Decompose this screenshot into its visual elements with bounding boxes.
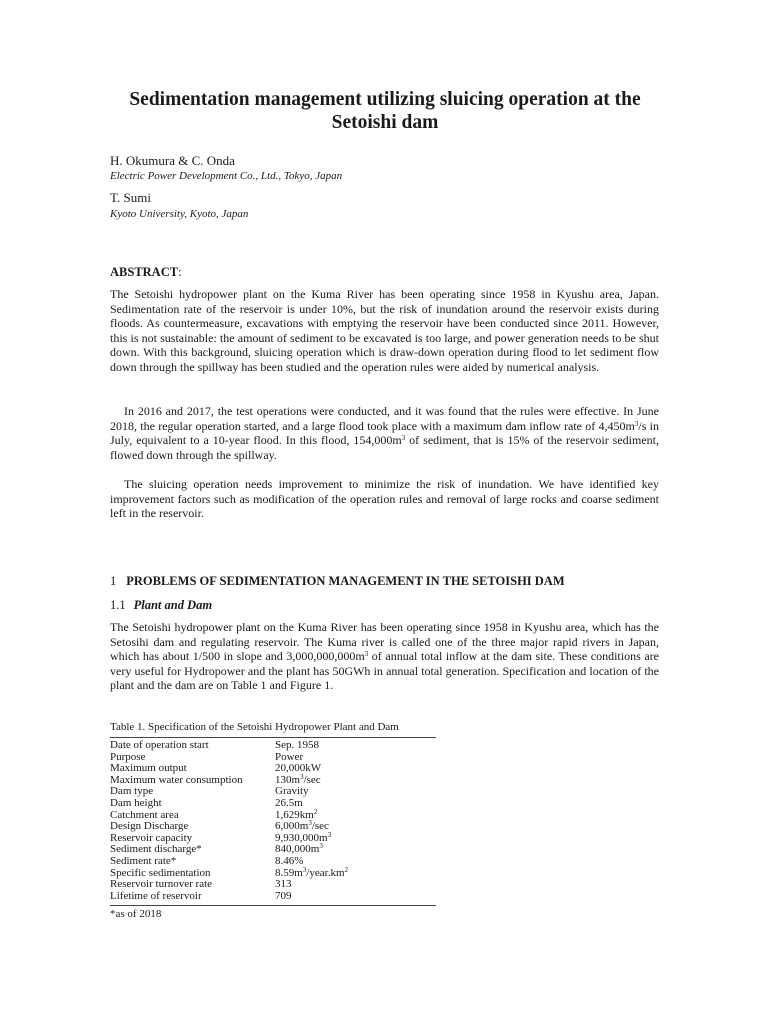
section-1-p-part-b: of annual total inflow at the dam site. These conditions are very useful for Hydropower and the plant has 50GWh in annual total generation. Specification and location of the plant and the dam are on Table 1 and Figure 1. (110, 649, 659, 693)
table-value-text: 9,930,000m (275, 831, 328, 844)
table-cell-label: Maximum water consumption (110, 773, 243, 786)
abstract-heading-text: ABSTRACT (110, 265, 179, 279)
superscript-3: 3 (364, 650, 369, 659)
table-1-caption: Table 1. Specification of the Setoishi Hydropower Plant and Dam (110, 721, 399, 733)
section-1-title: PROBLEMS OF SEDIMENTATION MANAGEMENT IN THE SETOISHI DAM (126, 574, 565, 588)
table-row (110, 798, 436, 810)
table-top-rule (110, 737, 436, 738)
table-row (110, 856, 436, 868)
table-cell-label: Reservoir turnover rate (110, 878, 213, 891)
table-cell-label: Sediment discharge* (110, 843, 202, 856)
table-value-superscript: 2 (344, 865, 348, 874)
abstract-heading (110, 265, 182, 280)
table-cell-label: Date of operation start (110, 739, 209, 751)
subsection-1-1-heading (110, 598, 212, 613)
section-1-paragraph (110, 620, 659, 693)
table-value-text: 8.59m (275, 866, 303, 879)
abstract-p2-part-c: of sediment, that is 15% of the reservoir sediment, flowed down through the spillway. (110, 433, 659, 462)
table-value-superscript: 3 (308, 819, 312, 828)
affiliation-line-2: Kyoto University, Kyoto, Japan (110, 208, 249, 220)
table-value-text: 20,000kW (275, 762, 322, 775)
table-cell-label: Catchment area (110, 808, 179, 821)
table-row (110, 772, 436, 787)
table-cell-label: Sediment rate* (110, 854, 177, 867)
table-value-text: 26.5m (275, 796, 303, 809)
table-value-text: Power (275, 750, 304, 763)
table-1-footnote: *as of 2018 (110, 908, 162, 920)
table-row (110, 740, 436, 752)
abstract-paragraph-2 (110, 404, 659, 462)
abstract-paragraph-1: The Setoishi hydropower plant on the Kuma River has been operating since 1958 in Kyushu area, Japan. Sedimentation rate of the reservoir is under 10%, but the risk of inundation around the reservoir exists during floods. As countermeasure, excavations with emptying the reservoir have been conducted since 2011. However, this is not sustainable: the amount of sediment to be excavated is too large, and power generation needs to be shut down. With this background, sluicing operation which is draw-down operation during flood to let sediment flow down through the spillway has been studied and the operation rules were aided by numerical analysis. (110, 287, 659, 374)
table-cell-value (275, 865, 436, 880)
table-row (110, 891, 436, 903)
table-value-text: 8.46% (275, 854, 304, 867)
table-cell-label: Lifetime of reservoir (110, 889, 202, 902)
table-value-unit: /sec (303, 773, 321, 786)
superscript-3: 3 (634, 419, 639, 428)
subsection-1-1-title: Plant and Dam (133, 598, 213, 612)
table-cell-label: Reservoir capacity (110, 831, 193, 844)
table-cell-value (275, 879, 436, 891)
affiliation-line-1: Electric Power Development Co., Ltd., Tokyo, Japan (110, 170, 343, 182)
abstract-heading-colon: : (178, 265, 182, 279)
table-1 (110, 740, 436, 902)
section-1-number: 1 (110, 574, 117, 588)
table-value-superscript: 3 (319, 842, 323, 851)
abstract-p2-part-b: /s in July, equivalent to a 10-year flood. In this flood, 154,000m (110, 418, 660, 448)
table-value-superscript: 3 (327, 830, 332, 839)
section-1-heading (110, 574, 565, 589)
table-value-superscript: 2 (313, 807, 318, 816)
table-cell-label: Maximum output (110, 762, 187, 775)
abstract-paragraph-3: The sluicing operation needs improvement to minimize the risk of inundation. We have identified key improvement factors such as modification of the operation rules and removal of large rocks and coarse sediment left in the reservoir. (110, 477, 659, 521)
table-value-text: Gravity (275, 785, 309, 798)
table-row (110, 821, 436, 833)
section-1-p-part-a: The Setoishi hydropower plant on the Kuma River has been operating since 1958 in Kyushu area, which has the Setosihi dam and regulating reservoir. The Kuma river is called one of the three major rapid rivers in Japan, which has about 1/500 in slope and 3,000,000,000m (110, 620, 659, 664)
table-value-unit: /year.km (306, 866, 345, 879)
table-bottom-rule (110, 905, 436, 906)
table-value-text: 709 (275, 889, 292, 902)
abstract-p2-part-a: In 2016 and 2017, the test operations were conducted, and it was found that the rules were effective. In June 2018, the regular operation started, and a large flood took place with a maximum dam inflow rate of 4,450m (110, 404, 659, 433)
table-cell-label: Dam type (110, 785, 154, 798)
table-value-text: Sep. 1958 (275, 739, 319, 751)
table-value-text: 1,629km (275, 808, 314, 821)
table-row (110, 879, 436, 891)
table-value-superscript: 3 (302, 865, 307, 874)
superscript-3: 3 (401, 434, 406, 443)
table-value-text: 313 (275, 878, 292, 891)
table-cell-label: Purpose (110, 750, 146, 763)
author-line-1: H. Okumura & C. Onda (110, 153, 235, 168)
table-value-superscript: 3 (300, 772, 304, 781)
table-value-text: 840,000m (275, 843, 320, 856)
table-value-text: 130m (275, 773, 301, 786)
table-cell-label: Dam height (110, 796, 162, 809)
paper-title: Sedimentation management utilizing sluicing operation at the Setoishi dam (129, 89, 641, 133)
author-line-2: T. Sumi (110, 190, 151, 205)
table-cell-value (275, 891, 436, 903)
table-cell-label: Design Discharge (110, 820, 189, 833)
table-value-unit: /sec (311, 820, 329, 833)
subsection-1-1-number: 1.1 (110, 598, 126, 612)
table-cell-label: Specific sedimentation (110, 866, 211, 879)
table-value-text: 6,000m (275, 820, 309, 833)
